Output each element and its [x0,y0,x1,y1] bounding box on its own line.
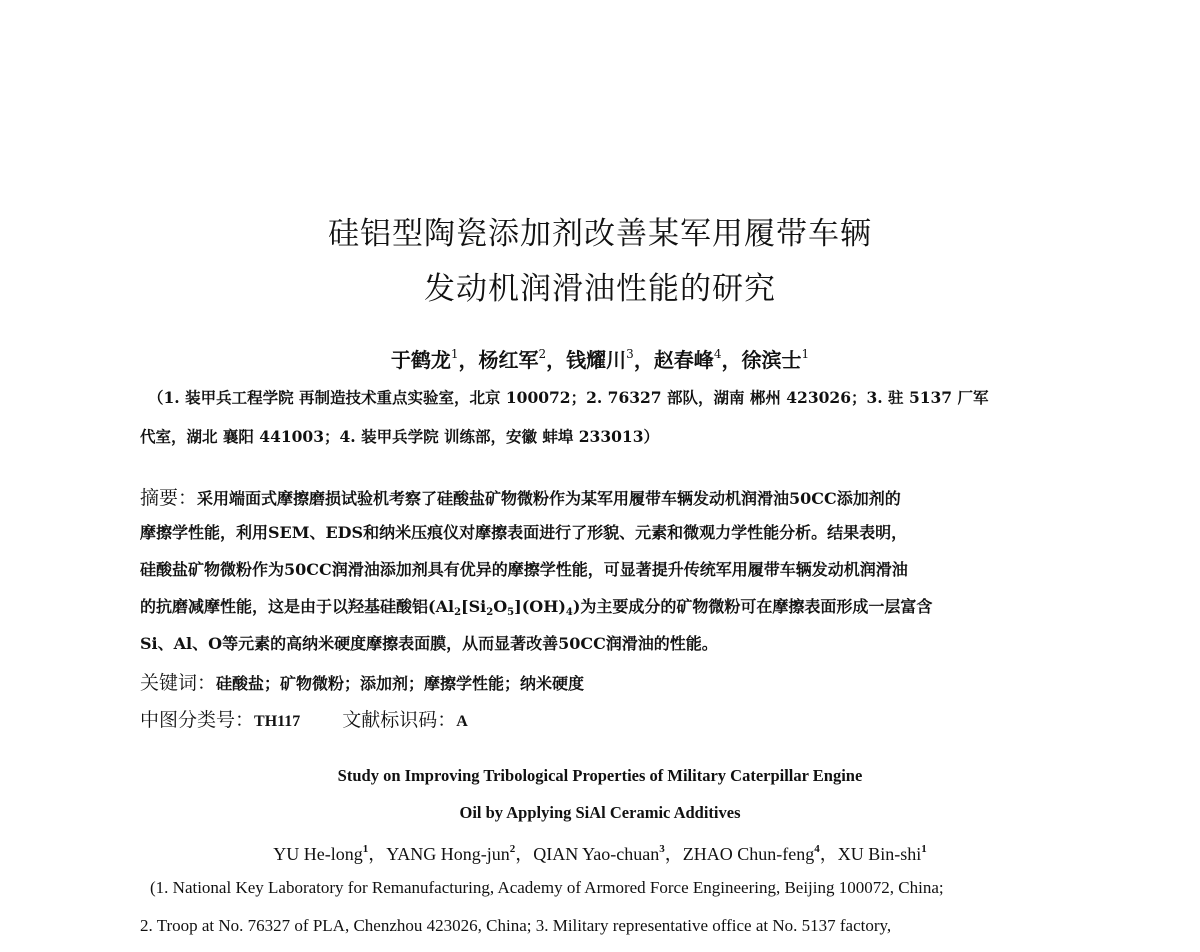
doc-code-value: A [456,713,468,730]
author-name: XU Bin-shi [837,844,922,864]
abstract-line-5: Si、Al、O等元素的高纳米硬度摩擦表面膜，从而显著改善50CC润滑油的性能。 [140,634,718,653]
author-affiliation-mark: 3 [659,843,665,855]
author-separator: ， [819,844,838,864]
author-separator: ， [515,844,534,864]
author-separator: ， [633,348,654,372]
keywords-line [140,668,584,695]
abstract-line-2: 摩擦学性能，利用SEM、EDS和纳米压痕仪对摩擦表面进行了形貌、元素和微观力学性能分析。结果表明， [140,523,908,542]
author-name: YANG Hong-jun [386,844,510,864]
abstract-line-1 [140,483,901,510]
english-affiliation-line-2: 2. Troop at No. 76327 of PLA, Chenzhou 423026, China; 3. Military representative office at No. 5137 factory, [140,916,892,935]
author-name: QIAN Yao-chuan [533,844,660,864]
author-name: 赵春峰 [653,348,714,372]
abstract-text-4c: O [493,597,508,616]
author-name: 杨红军 [478,348,539,372]
author-list [0,344,1200,373]
author-separator: ， [664,844,683,864]
title-line-2: 发动机润滑油性能的研究 [424,271,776,307]
author-name: 于鹤龙 [390,348,451,372]
author-name: 徐滨士 [741,348,802,372]
abstract-text-4b: [Si [461,597,487,616]
author-affiliation-mark: 4 [713,347,722,361]
abstract-line-4 [140,594,932,618]
affiliation-line-2: 代室，湖北 襄阳 441003；4. 装甲兵学院 训练部，安徽 蚌埠 233013） [140,427,659,446]
abstract-line-3: 硅酸盐矿物微粉作为50CC润滑油添加剂具有优异的摩擦学性能，可显著提升传统军用履带车辆发动机润滑油 [140,560,908,579]
english-affiliation-line-1: (1. National Key Laboratory for Remanufacturing, Academy of Armored Force Engineering, Beijing 100072, China; [150,878,944,897]
author-name: 钱耀川 [566,348,627,372]
sub-2: 2 [486,607,494,618]
abstract-text-1: 采用端面式摩擦磨损试验机考察了硅酸盐矿物微粉作为某军用履带车辆发动机润滑油50CC添加剂的 [197,489,901,508]
english-title-line-1: Study on Improving Tribological Properties of Military Caterpillar Engine [337,766,863,785]
author-separator: ， [368,844,387,864]
author-affiliation-mark: 1 [801,347,810,361]
doc-code-label: 文献标识码： [342,709,457,731]
abstract-text-4e: )为主要成分的矿物微粉可在摩擦表面形成一层富含 [572,597,933,616]
abstract-text-4d: ](OH) [514,597,566,616]
classification-line [140,705,468,732]
title-line-1: 硅铝型陶瓷添加剂改善某军用履带车辆 [328,216,872,252]
keywords-text: 硅酸盐；矿物微粉；添加剂；摩擦学性能；纳米硬度 [216,674,585,693]
english-title-line-2: Oil by Applying SiAl Ceramic Additives [459,803,741,822]
english-author-list [0,840,1200,866]
sub-3: 5 [507,607,515,618]
author-name: ZHAO Chun-feng [682,844,815,864]
classification-label: 中图分类号： [140,709,255,731]
author-affiliation-mark: 3 [626,347,634,361]
abstract-label: 摘要： [140,487,198,509]
sub-4: 4 [565,607,573,618]
author-name: YU He-long [273,844,363,864]
abstract-text-4a: 的抗磨减摩性能，这是由于以羟基硅酸铝(Al [140,597,455,616]
keywords-label: 关键词： [140,672,217,694]
author-affiliation-mark: 2 [538,347,547,361]
author-separator: ， [721,348,742,372]
author-affiliation-mark: 1 [921,843,927,855]
affiliation-line-1: （1. 装甲兵工程学院 再制造技术重点实验室，北京 100072；2. 76327 部队，湖南 郴州 423026；3. 驻 5137 厂军 [148,388,989,407]
sub-1: 2 [454,607,462,618]
author-affiliation-mark: 1 [450,347,459,361]
classification-value: TH117 [254,713,301,730]
author-affiliation-mark: 2 [509,843,516,855]
author-separator: ， [458,348,479,372]
author-affiliation-mark: 4 [814,843,820,855]
author-affiliation-mark: 1 [362,843,369,855]
author-separator: ， [546,348,567,372]
